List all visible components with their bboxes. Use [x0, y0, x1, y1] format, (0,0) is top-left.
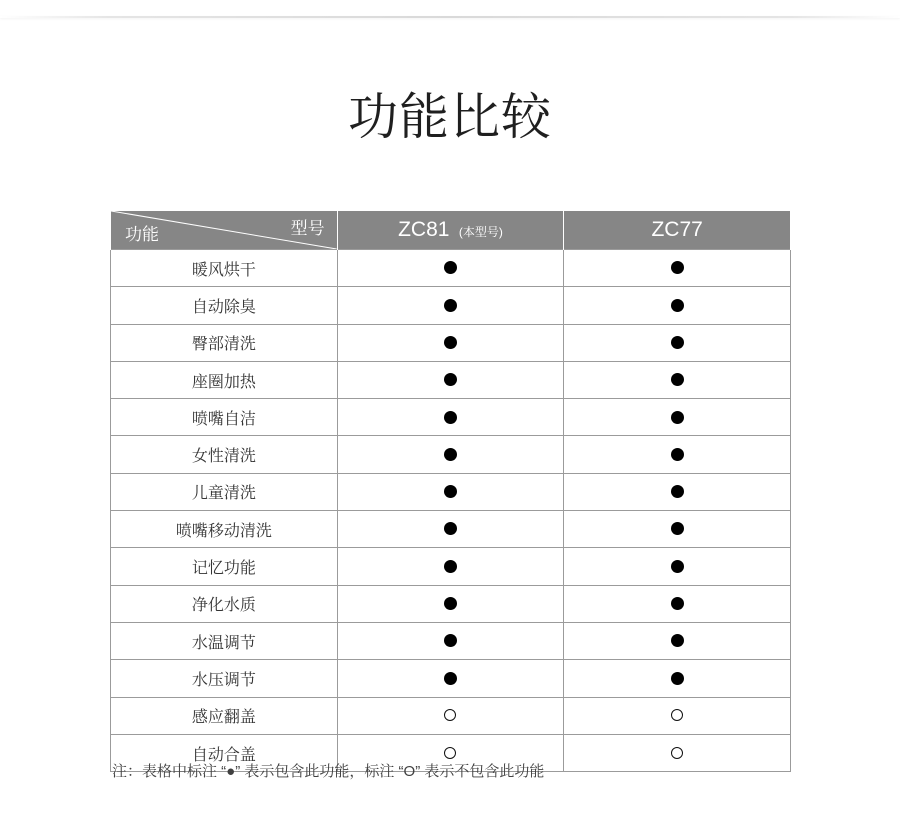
included-dot-icon [444, 597, 457, 610]
table-row [111, 361, 791, 398]
included-dot-icon [444, 448, 457, 461]
table-row [111, 250, 791, 287]
feature-cell: 自动除臭 [111, 287, 338, 324]
feature-cell: 自动合盖 [111, 734, 338, 771]
included-dot-icon [444, 261, 457, 274]
status-cell [564, 473, 791, 510]
feature-cell: 喷嘴移动清洗 [111, 511, 338, 548]
status-cell [564, 548, 791, 585]
status-cell [337, 585, 564, 622]
status-cell [564, 660, 791, 697]
feature-cell: 感应翻盖 [111, 697, 338, 734]
included-dot-icon [444, 411, 457, 424]
included-dot-icon [671, 336, 684, 349]
status-cell [337, 324, 564, 361]
status-cell [564, 622, 791, 659]
not-included-circle-icon [671, 709, 683, 721]
not-included-circle-icon [444, 709, 456, 721]
included-dot-icon [671, 448, 684, 461]
table-row [111, 548, 791, 585]
included-dot-icon [444, 672, 457, 685]
status-cell [337, 622, 564, 659]
table-row [111, 511, 791, 548]
feature-cell: 暖风烘干 [111, 250, 338, 287]
included-dot-icon [444, 634, 457, 647]
table-row [111, 399, 791, 436]
corner-model-label: 型号 [290, 219, 325, 238]
feature-cell: 水温调节 [111, 622, 338, 659]
included-dot-icon [444, 336, 457, 349]
corner-header-cell [111, 211, 338, 250]
included-dot-icon [671, 597, 684, 610]
footnote: 注：表格中标注 “●” 表示包含此功能，标注 “O” 表示不包含此功能 [112, 763, 545, 780]
table-row [111, 660, 791, 697]
status-cell [337, 361, 564, 398]
page-title: 功能比较 [348, 89, 552, 145]
feature-cell: 净化水质 [111, 585, 338, 622]
feature-comparison-table [110, 210, 791, 772]
included-dot-icon [671, 522, 684, 535]
table-row [111, 622, 791, 659]
model-sublabel-zc81: (本型号) [458, 225, 503, 239]
included-dot-icon [444, 485, 457, 498]
status-cell [564, 436, 791, 473]
feature-cell: 臀部清洗 [111, 324, 338, 361]
included-dot-icon [444, 373, 457, 386]
top-divider [0, 16, 900, 18]
feature-cell: 喷嘴自洁 [111, 399, 338, 436]
status-cell [564, 697, 791, 734]
included-dot-icon [671, 411, 684, 424]
status-cell [564, 324, 791, 361]
status-cell [337, 697, 564, 734]
table-row [111, 287, 791, 324]
status-cell [564, 287, 791, 324]
included-dot-icon [671, 299, 684, 312]
not-included-circle-icon [444, 747, 456, 759]
not-included-circle-icon [671, 747, 683, 759]
included-dot-icon [444, 299, 457, 312]
status-cell [337, 548, 564, 585]
included-dot-icon [671, 485, 684, 498]
included-dot-icon [671, 560, 684, 573]
table-row [111, 324, 791, 361]
feature-cell: 水压调节 [111, 660, 338, 697]
feature-cell: 座圈加热 [111, 361, 338, 398]
model-name-zc77: ZC77 [651, 218, 703, 241]
status-cell [337, 473, 564, 510]
table-row [111, 697, 791, 734]
status-cell [337, 436, 564, 473]
feature-cell: 女性清洗 [111, 436, 338, 473]
status-cell [337, 287, 564, 324]
included-dot-icon [671, 634, 684, 647]
table-row [111, 585, 791, 622]
included-dot-icon [671, 672, 684, 685]
status-cell [564, 250, 791, 287]
feature-cell: 儿童清洗 [111, 473, 338, 510]
status-cell [337, 660, 564, 697]
column-header-zc77 [564, 211, 791, 250]
table-row [111, 473, 791, 510]
corner-feature-label: 功能 [125, 225, 159, 244]
status-cell [337, 250, 564, 287]
status-cell [564, 361, 791, 398]
status-cell [564, 511, 791, 548]
table-row [111, 436, 791, 473]
included-dot-icon [671, 373, 684, 386]
header-row [111, 211, 791, 250]
feature-cell: 记忆功能 [111, 548, 338, 585]
status-cell [564, 734, 791, 771]
status-cell [337, 399, 564, 436]
column-header-zc81 [337, 211, 564, 250]
table-body [111, 250, 791, 772]
model-name-zc81: ZC81 [398, 218, 450, 241]
status-cell [337, 511, 564, 548]
included-dot-icon [444, 522, 457, 535]
status-cell [564, 585, 791, 622]
included-dot-icon [444, 560, 457, 573]
status-cell [564, 399, 791, 436]
included-dot-icon [671, 261, 684, 274]
